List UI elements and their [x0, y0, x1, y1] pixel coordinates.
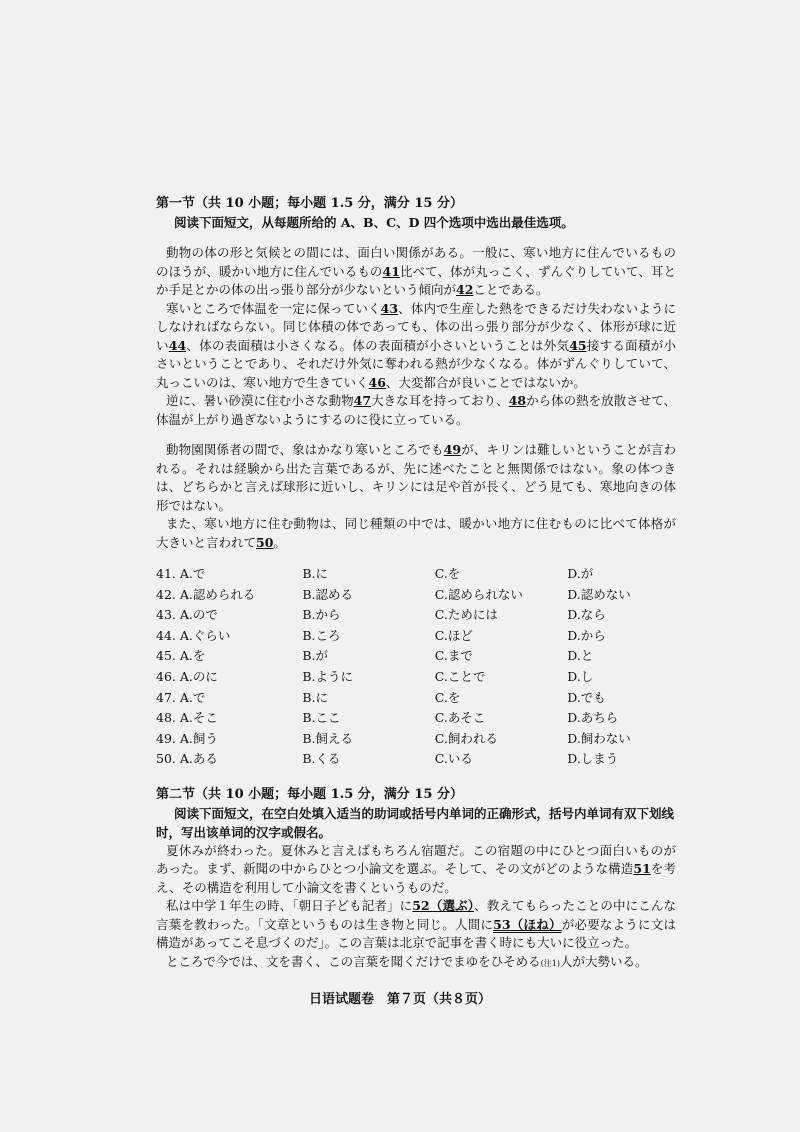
passage2-paragraph-2 — [156, 897, 676, 953]
question-row-46 — [156, 667, 676, 688]
option-b: B.が — [302, 648, 328, 664]
blank-45: 45 — [569, 337, 587, 353]
text-span: 。 — [273, 534, 286, 550]
passage2-paragraph-3 — [156, 953, 676, 974]
option-b: B.ここ — [302, 710, 341, 726]
option-c: C.を — [434, 566, 461, 581]
option-d: D.し — [567, 668, 594, 684]
passage1-paragraph-5 — [156, 515, 676, 552]
text-span: 動物の体の形と気候との間には、面白い関係がある。一般に、寒い地方に住んでいるもののほうが、暖かい地方に住んでいるもの — [156, 245, 676, 279]
option-a: 45. A.を — [156, 648, 206, 664]
option-a: 49. A.飼う — [156, 730, 218, 746]
text-span: 私は中学１年生の時、「朝日子ども記者」に — [166, 898, 413, 914]
section2-instruction: 阅读下面短文，在空白处填入适当的助词或括号内单词的正确形式，括号内单词有双下划线时，写出该单词的汉字或假名。 — [156, 805, 675, 840]
option-b: B.に — [302, 566, 328, 581]
passage1-paragraph-3 — [156, 392, 676, 429]
question-row-44 — [156, 626, 676, 647]
text-span: ことである。 — [473, 282, 549, 297]
text-span: 、体の表面積は小さくなる。体の表面積が小さいということは外気 — [186, 337, 570, 353]
blank-51: 51 — [633, 861, 651, 877]
page-footer: 日语试题卷 第７页（共８页） — [308, 992, 491, 1007]
text-span: 逆に、暑い砂漠に住む小さな動物 — [166, 393, 354, 408]
text-span: 動物園関係者の間で、象はかなり寒いところでも — [166, 442, 444, 457]
option-d: D.認めない — [567, 586, 631, 602]
option-a: 50. A.ある — [156, 751, 218, 767]
option-c: C.まで — [434, 648, 473, 664]
option-d: D.でも — [567, 689, 606, 705]
question-row-45 — [156, 646, 676, 667]
option-d: D.から — [567, 627, 606, 643]
option-a: 48. A.そこ — [156, 710, 218, 726]
text-span: を考え、その構造を利用して小論文を書くというものだ。 — [156, 861, 676, 895]
options-table — [156, 564, 676, 770]
blank-47: 47 — [353, 393, 372, 408]
text-span: 夏休みが終わった。夏休みと言えばもちろん宿題だ。この宿題の中にひとつ面白いものがあった。まず、新聞の中からひとつ小論文を選ぶ。そして、その文がどのような構造 — [156, 842, 676, 877]
option-c: C.ことで — [434, 668, 486, 684]
option-b: B.くる — [302, 751, 341, 767]
option-a: 47. A.で — [156, 689, 206, 705]
option-c: C.認められない — [434, 586, 523, 602]
option-b: B.に — [302, 689, 328, 705]
option-d: D.しまう — [567, 751, 619, 767]
option-a: 43. A.ので — [156, 607, 218, 623]
question-row-42 — [156, 585, 676, 606]
passage1-paragraph-1 — [156, 244, 676, 300]
text-span: が必要なように文は構造があってこそ息づくのだ」。この言葉は北京で記事を書く時にも大いに役立った。 — [156, 916, 676, 951]
option-b: B.飼える — [302, 730, 353, 746]
page-content — [156, 195, 676, 973]
text-span: 、体内で生産した熱をできるだけ失わないようにしなければならない。同じ体積の体であっても、体の出っ張り部分が少なく、体形が球に近い — [156, 300, 676, 353]
section1-title: 第一节（共 10 小题；每小题 1.5 分，满分 15 分） — [156, 196, 463, 211]
text-span: が、キリンは難しいということが言われる。それは経験から出た言葉であるが、先に述べたことと無関係ではない。象の体つきは、どちらかと言えば球形に近いし、キリンには足や首が長く、どう見ても、寒地向きの体形ではない。 — [156, 442, 676, 513]
option-b: B.から — [302, 607, 341, 623]
text-span: 寒いところで体温を一定に保っていく — [166, 300, 381, 316]
option-d: D.あちら — [567, 710, 619, 726]
question-row-47 — [156, 688, 676, 709]
text-span: 、教えてもらったことの中にこんな言葉を教わった。「文章というものは生き物と同じ。人間に — [156, 898, 676, 932]
option-c: C.飼われる — [434, 730, 498, 746]
text-span: 人が大勢いる。 — [559, 953, 648, 969]
option-d: D.飼わない — [567, 730, 631, 746]
footnote-marker: (注1) — [540, 958, 560, 968]
section2-title: 第二节（共 10 小题；每小题 1.5 分，满分 15 分） — [156, 786, 463, 802]
option-b: B.ように — [302, 668, 353, 684]
passage1-paragraph-2 — [156, 300, 676, 393]
option-a: 44. A.ぐらい — [156, 627, 231, 643]
passage1-paragraph-4 — [156, 441, 676, 515]
option-d: D.が — [567, 566, 594, 581]
blank-46: 46 — [368, 374, 386, 390]
blank-43: 43 — [380, 300, 399, 316]
blank-50: 50 — [256, 534, 274, 550]
option-d: D.と — [567, 648, 594, 664]
blank-48: 48 — [508, 393, 527, 408]
blank-52: 52（選ぶ） — [412, 898, 475, 914]
blank-42: 42 — [456, 282, 474, 297]
text-span: 接する面積が小さいということであり、それだけ外気に奪われる熱が少なくなる。体がずんぐりしていて、丸っこいのは、寒い地方で生きていく — [156, 337, 676, 390]
option-c: C.ためには — [434, 607, 498, 623]
blank-49: 49 — [443, 442, 462, 457]
text-span: 、大変都合が良いことではないか。 — [385, 374, 586, 390]
text-span: から体の熱を放散させて、体温が上がり過ぎないようにするのに役に立っている。 — [156, 393, 676, 427]
passage2-paragraph-1 — [156, 842, 676, 898]
question-row-48 — [156, 708, 676, 729]
option-c: C.いる — [434, 751, 473, 767]
option-b: B.認める — [302, 586, 353, 602]
option-b: B.ころ — [302, 627, 341, 643]
option-a: 41. A.で — [156, 566, 206, 581]
question-row-41 — [156, 564, 676, 585]
blank-41: 41 — [382, 263, 400, 279]
blank-53: 53（ほね） — [493, 916, 562, 932]
question-row-43 — [156, 605, 676, 626]
text-span: 大きな耳を持っており、 — [371, 393, 509, 408]
text-span: ところで今では、文を書く、この言葉を聞くだけでまゆをひそめる — [166, 953, 541, 969]
option-d: D.なら — [567, 607, 606, 623]
option-c: C.を — [434, 689, 461, 705]
option-c: C.あそこ — [434, 710, 486, 726]
option-a: 42. A.認められる — [156, 586, 256, 602]
question-row-50 — [156, 749, 676, 770]
blank-44: 44 — [168, 337, 187, 353]
section1-instruction: 阅读下面短文，从每题所给的 A、B、C、D 四个选项中选出最佳选项。 — [174, 215, 574, 230]
text-span: 比べて、体が丸っこく、ずんぐりしていて、耳とか手足とかの体の出っ張り部分が少ないという傾向が — [156, 263, 676, 297]
option-a: 46. A.のに — [156, 668, 218, 684]
text-span: また、寒い地方に住む動物は、同じ種類の中では、暖かい地方に住むものに比べて体格が大きいと言われて — [156, 516, 676, 550]
option-c: C.ほど — [434, 627, 473, 643]
question-row-49 — [156, 729, 676, 750]
